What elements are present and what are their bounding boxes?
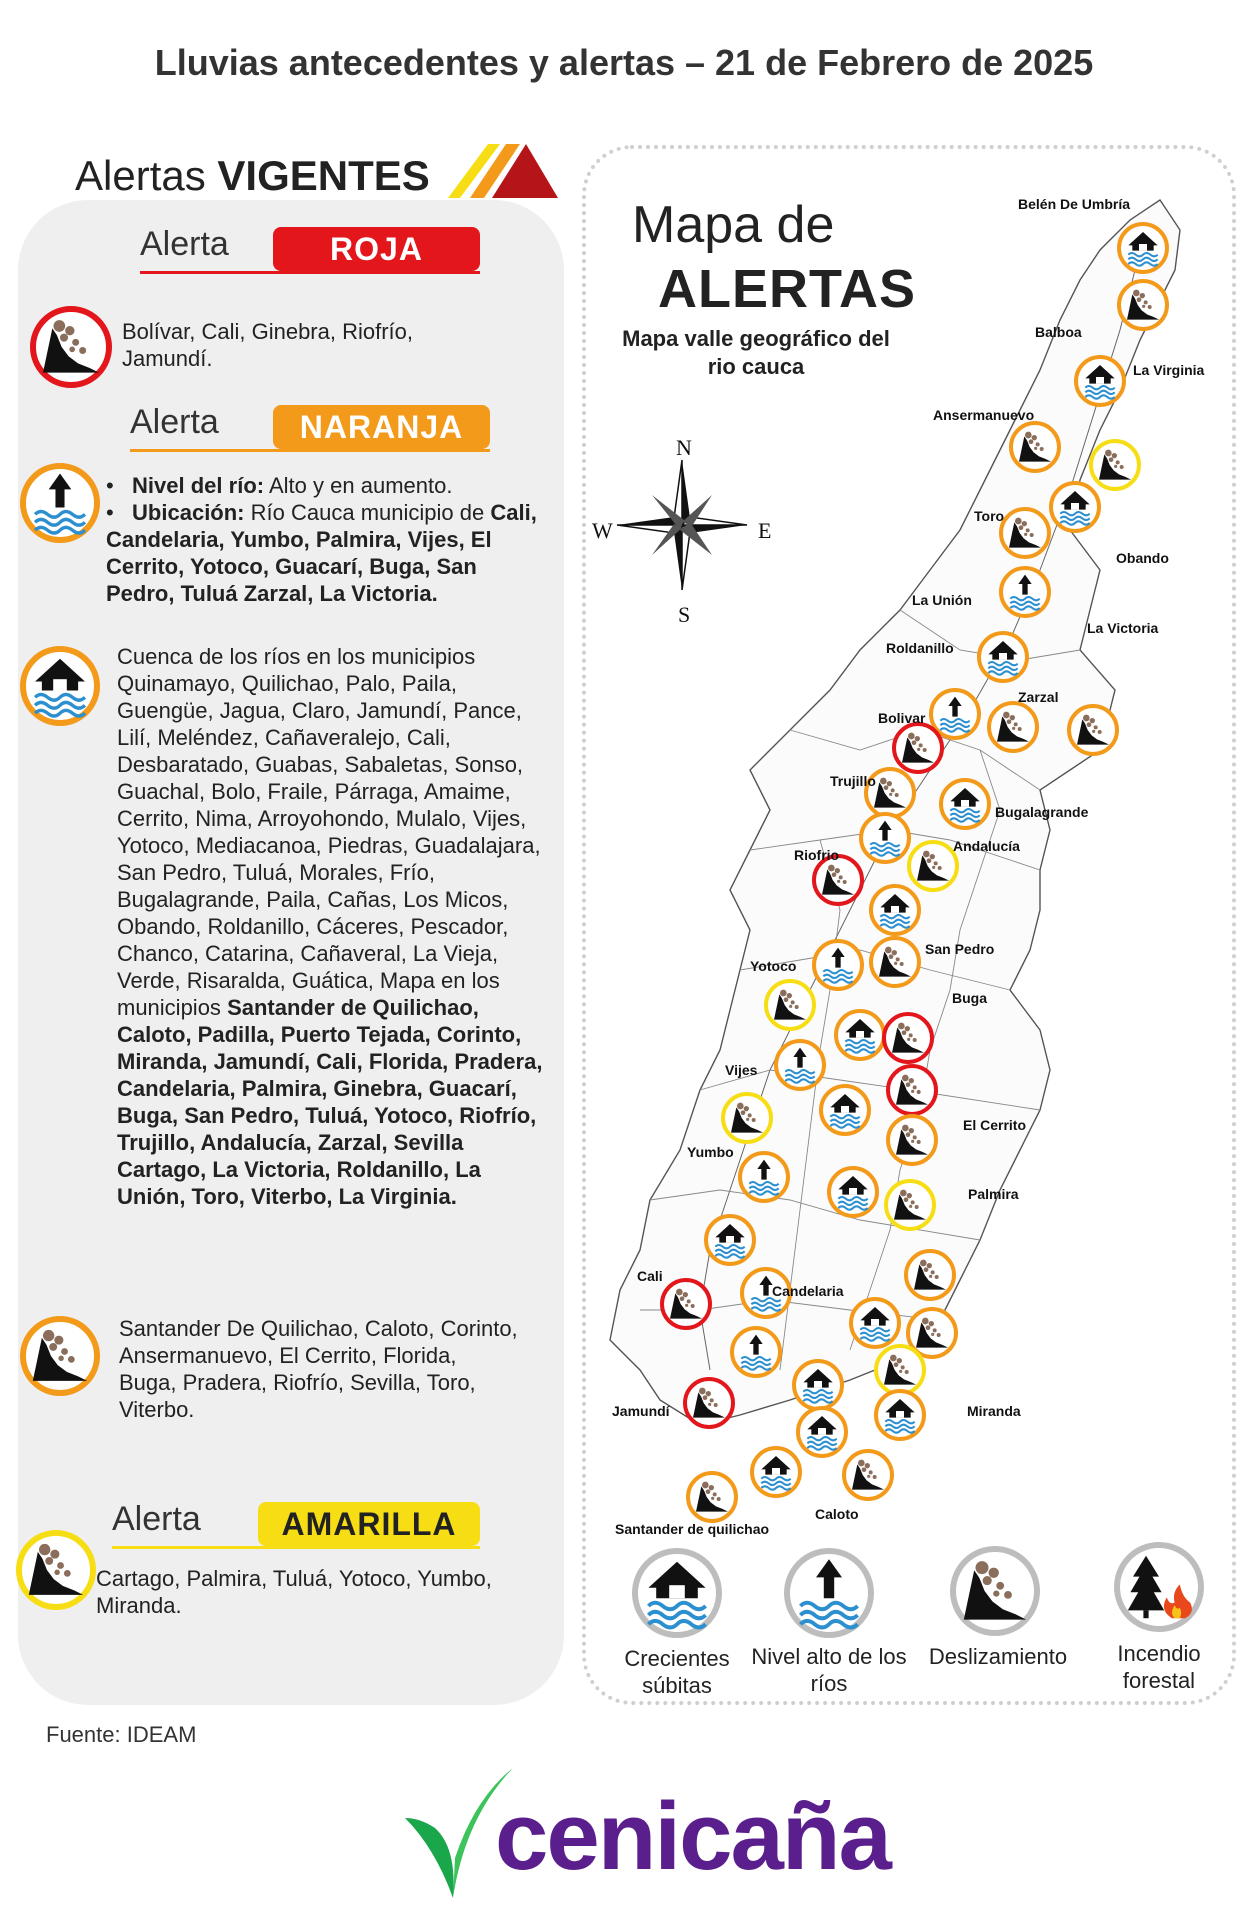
map-marker-level-icon (774, 1039, 826, 1091)
legend-nivel-label: Nivel alto de los ríos (751, 1644, 907, 1696)
map-marker-house-icon (827, 1166, 879, 1218)
nivel-label: Nivel del río: (132, 473, 265, 498)
naranja-deslizamiento-text: Santander De Quilichao, Caloto, Corinto, Ansermanuevo, El Cerrito, Florida, Buga, Pradera, Riofrío, Sevilla, Toro, Viterbo. (119, 1316, 518, 1422)
map-marker-level-icon (859, 812, 911, 864)
ubicacion-value: Río Cauca municipio de (250, 500, 485, 525)
map-marker-slide-icon (904, 1249, 956, 1301)
place-trujillo: Trujillo (830, 773, 876, 789)
place-yotoco: Yotoco (750, 958, 797, 974)
place-yumbo: Yumbo (687, 1144, 734, 1160)
legend-incendio-label: Incendio forestal (1117, 1641, 1201, 1693)
compass-w: W (592, 518, 613, 543)
compass-e: E (758, 518, 772, 543)
roja-municipios: Bolívar, Cali, Ginebra, Riofrío, Jamundí. (122, 319, 414, 371)
alertas-prefix: Alertas (75, 152, 206, 199)
map-marker-house-icon (819, 1084, 871, 1136)
map-marker-house-icon (704, 1214, 756, 1266)
place-palmira: Palmira (968, 1186, 1019, 1202)
alerta-word: Alerta (112, 1500, 201, 1538)
map-marker-house-icon (750, 1446, 802, 1498)
alerta-word: Alerta (130, 403, 219, 441)
map-marker-slide-icon (1117, 279, 1169, 331)
map-marker-house-icon (1049, 481, 1101, 533)
place-andalucia: Andalucía (953, 838, 1020, 854)
map-marker-house-icon (874, 1389, 926, 1441)
alerta-amarilla-label (112, 1500, 480, 1546)
map-marker-house-icon (792, 1359, 844, 1411)
legend-incendio-icon (1114, 1542, 1204, 1632)
place-jamundi: Jamundí (612, 1403, 670, 1419)
page-title: Lluvias antecedentes y alertas – 21 de Febrero de 2025 (154, 42, 1094, 83)
place-san-pedro: San Pedro (925, 941, 995, 957)
map-marker-slide-icon (764, 979, 816, 1031)
roja-deslizamiento-icon (30, 306, 112, 388)
roja-pill: ROJA (273, 227, 480, 271)
amarilla-pill: AMARILLA (258, 1502, 480, 1546)
cuenca-text: Cuenca de los ríos en los municipios Quinamayo, Quilichao, Palo, Paila, Guengüe, Jagua, Claro, Jamundí, Pance, Lilí, Meléndez, Cañaveralejo, Cali, Desbaratado, Guabas, Sabaletas, Sonso, Guachal, Bolo, Fraile, Párraga, Amaime, Cerrito, Nima, Arroyohondo, Mulalo, Vijes, Yotoco, Mediacanoa, Piedras, Guadalajara, San Pedro, Tuluá, Morales, Frío, Bugalagrande, Paila, Cañas, Los Micos, Obando, Roldanillo, Cáceres, Pescador, Chanco, Catarina, Cañaveral, La Vieja, Verde, Risaralda, Guática, Mapa en los municipios (117, 644, 541, 1020)
place-candelaria: Candelaria (772, 1283, 844, 1299)
place-caloto: Caloto (815, 1506, 859, 1522)
place-la-union: La Unión (912, 592, 972, 608)
map-marker-slide-icon (886, 1064, 938, 1116)
map-marker-house-icon (1074, 355, 1126, 407)
place-la-victoria: La Victoria (1087, 620, 1159, 636)
cuenca-municipios: Santander de Quilichao, Caloto, Padilla, Puerto Tejada, Corinto, Miranda, Jamundí, Cali, Florida, Pradera, Candelaria, Palmira, Ginebra, Guacarí, Buga, San Pedro, Tuluá, Yotoco, Riofrío, Trujillo, Andalucía, Zarzal, Sevilla Cartago, La Victoria, Roldanillo, La Unión, Toro, Viterbo, La Virginia. (117, 995, 543, 1209)
map-title-line2: ALERTAS (658, 259, 916, 319)
place-zarzal: Zarzal (1018, 689, 1059, 705)
naranja-cuenca-block (117, 643, 552, 1210)
map-marker-level-icon (999, 566, 1051, 618)
map-marker-house-icon (939, 778, 991, 830)
ubicacion-municipios: Cali, Candelaria, Yumbo, Palmira, Vijes, El Cerrito, Yotoco, Guacarí, Buga, San Pedro, Tuluá Zarzal, La Victoria. (106, 500, 537, 606)
naranja-nivel-block: • Nivel del río: Alto y en aumento. • Ubicación: Río Cauca municipio de Cali, Candelaria, Yumbo, Palmira, Vijes, El Cerrito, Yotoco, Guacarí, Buga, San Pedro, Tuluá Zarzal, La Victoria. (106, 473, 537, 606)
map-marker-slide-icon (907, 840, 959, 892)
map-marker-house-icon (977, 631, 1029, 683)
nivel-value: Alto y en aumento. (269, 473, 453, 498)
place-el-cerrito: El Cerrito (963, 1117, 1027, 1133)
map-marker-slide-icon (686, 1471, 738, 1523)
naranja-pill: NARANJA (273, 405, 490, 449)
map-marker-slide-icon (683, 1377, 735, 1429)
map-marker-slide-icon (882, 1012, 934, 1064)
alertas-vigentes-header (75, 140, 555, 200)
place-buga: Buga (952, 990, 987, 1006)
place-belen-de-umbria: Belén De Umbría (1018, 196, 1131, 212)
alerta-roja-label (140, 225, 480, 271)
map-marker-slide-icon (869, 936, 921, 988)
amarilla-municipios: Cartago, Palmira, Tuluá, Yotoco, Yumbo, Miranda. (96, 1566, 492, 1618)
fuente-text: Fuente: IDEAM (46, 1722, 197, 1747)
map-marker-slide-icon (1009, 421, 1061, 473)
place-cali: Cali (637, 1268, 663, 1284)
naranja-crecientes-icon (20, 646, 100, 726)
alerta-word: Alerta (140, 225, 229, 263)
map-marker-slide-icon (999, 507, 1051, 559)
map-marker-slide-icon (886, 1114, 938, 1166)
alertas-strong: VIGENTES (217, 152, 430, 199)
alerta-naranja-label (130, 403, 490, 449)
place-bugalagrande: Bugalagrande (995, 804, 1089, 820)
map-marker-slide-icon (842, 1449, 894, 1501)
map-marker-house-icon (796, 1406, 848, 1458)
place-ansermanuevo: Ansermanuevo (933, 407, 1035, 423)
compass-n: N (676, 435, 692, 460)
ubicacion-label: Ubicación: (132, 500, 245, 525)
place-balboa: Balboa (1035, 324, 1082, 340)
map-marker-slide-icon (892, 722, 944, 774)
cenicana-logo-text: cenicaña (495, 1783, 890, 1890)
place-santander-de-quilichao: Santander de quilichao (615, 1521, 770, 1537)
map-marker-house-icon (869, 884, 921, 936)
place-obando: Obando (1116, 550, 1169, 566)
place-miranda: Miranda (967, 1403, 1021, 1419)
map-title-line1: Mapa de (632, 196, 835, 254)
place-toro: Toro (974, 508, 1005, 524)
naranja-nivel-icon (20, 463, 100, 543)
map-marker-slide-icon (721, 1092, 773, 1144)
legend-deslizamiento-icon (950, 1546, 1040, 1636)
legend-crecientes-icon (632, 1548, 722, 1638)
place-roldanillo: Roldanillo (886, 640, 954, 656)
amarilla-deslizamiento-icon (16, 1530, 96, 1610)
map-marker-slide-icon (1089, 439, 1141, 491)
place-riofrio: Riofrio (794, 847, 840, 863)
compass-s: S (678, 602, 691, 627)
map-marker-slide-icon (884, 1179, 936, 1231)
legend-nivel-icon (784, 1548, 874, 1638)
place-vijes: Vijes (725, 1062, 758, 1078)
map-marker-house-icon (1117, 222, 1169, 274)
map-marker-house-icon (849, 1297, 901, 1349)
legend-deslizamiento-label: Deslizamiento (928, 1644, 1068, 1669)
place-bolivar: Bolivar (878, 710, 926, 726)
place-la-virginia: La Virginia (1133, 362, 1205, 378)
naranja-deslizamiento-icon (20, 1316, 100, 1396)
map-marker-level-icon (738, 1151, 790, 1203)
map-marker-slide-icon (987, 701, 1039, 753)
map-subtitle: Mapa valle geográfico del rio cauca (622, 326, 890, 379)
map-marker-slide-icon (660, 1278, 712, 1330)
map-marker-slide-icon (1067, 704, 1119, 756)
triangles-logo-icon (440, 140, 560, 200)
map-marker-level-icon (730, 1326, 782, 1378)
map-marker-house-icon (834, 1009, 886, 1061)
map-marker-level-icon (812, 939, 864, 991)
legend-crecientes-label: Crecientes súbitas (624, 1646, 730, 1698)
